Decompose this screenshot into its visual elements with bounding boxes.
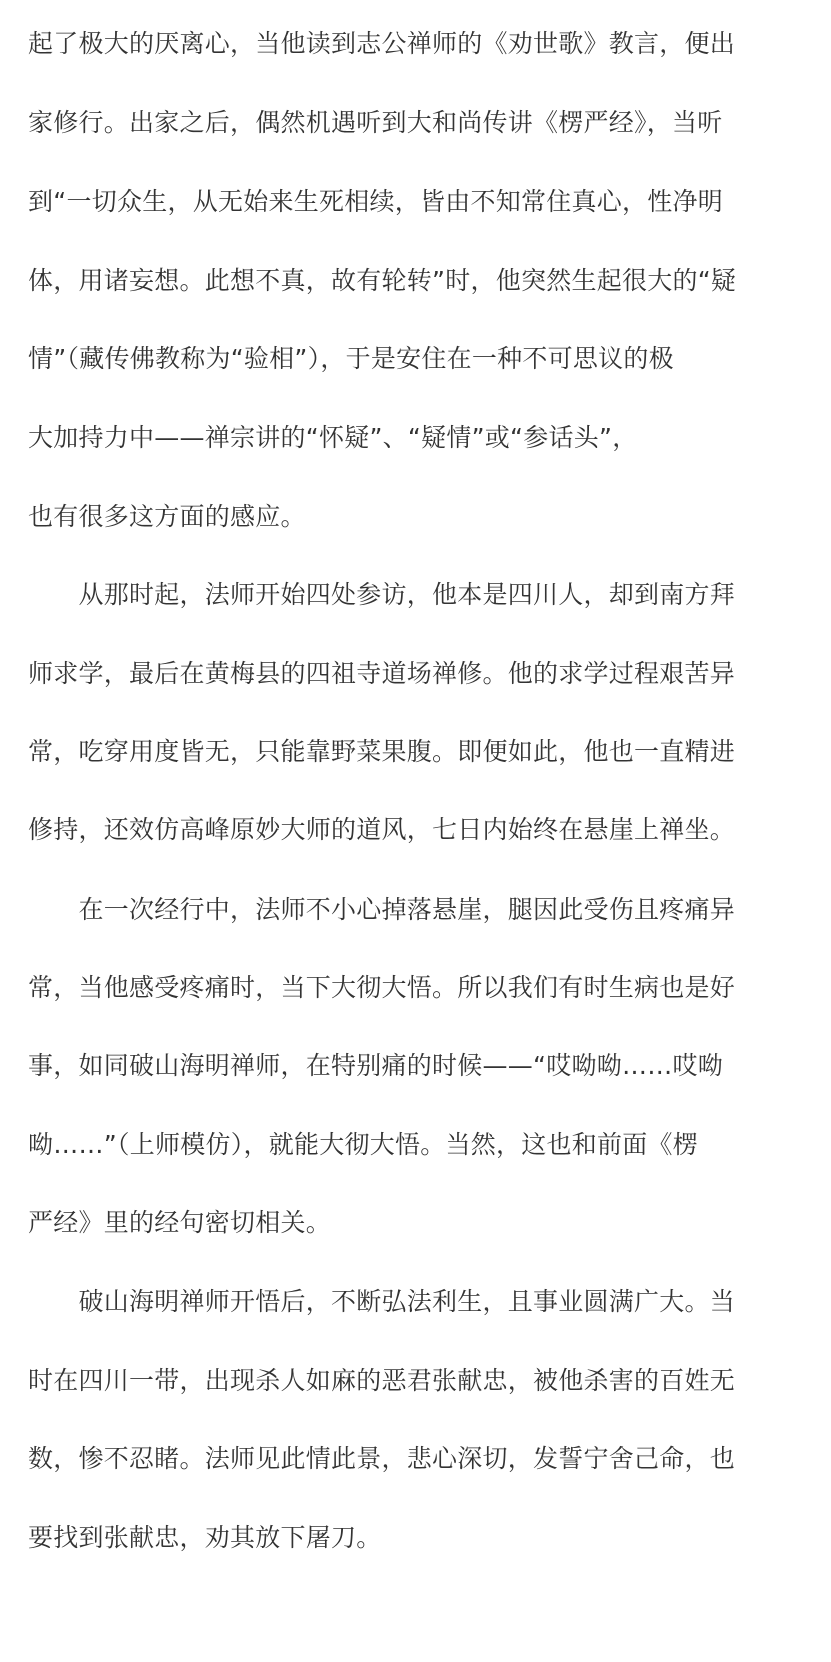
text-line: 起了极大的厌离心，当他读到志公禅师的《劝世歌》教言，便出 [28,29,736,58]
text-line: 从那时起，法师开始四处参访，他本是四川人，却到南方拜 [28,580,736,609]
text-line: 破山海明禅师开悟后，不断弘法利生，且事业圆满广大。当 [28,1287,736,1316]
text-line: 大加持力中——禅宗讲的“怀疑”、“疑情”或“参话头”， [28,423,638,452]
text-line: 事，如同破山海明禅师，在特别痛的时候——“哎呦呦……哎呦 [28,1051,723,1080]
text-line: 也有很多这方面的感应。 [28,502,306,531]
text-line: 严经》里的经句密切相关。 [28,1208,332,1237]
text-line: 师求学，最后在黄梅县的四祖寺道场禅修。他的求学过程艰苦异 [28,659,736,688]
text-line: 要找到张献忠，劝其放下屠刀。 [28,1523,382,1552]
text-line: 呦……”（上师模仿），就能大彻大悟。当然，这也和前面《楞 [28,1130,698,1159]
text-line: 修持，还效仿高峰原妙大师的道风，七日内始终在悬崖上禅坐。 [28,815,736,844]
text-line: 数，惨不忍睹。法师见此情此景，悲心深切，发誓宁舍己命，也 [28,1444,736,1473]
text-line: 情”（藏传佛教称为“验相”），于是安住在一种不可思议的极 [28,344,674,373]
text-line: 在一次经行中，法师不小心掉落悬崖，腿因此受伤且疼痛异 [28,895,736,924]
text-line: 常，吃穿用度皆无，只能靠野菜果腹。即便如此，他也一直精进 [28,737,736,766]
text-line: 常，当他感受疼痛时，当下大彻大悟。所以我们有时生病也是好 [28,973,736,1002]
text-line: 时在四川一带，出现杀人如麻的恶君张献忠，被他杀害的百姓无 [28,1366,736,1395]
text-line: 家修行。出家之后，偶然机遇听到大和尚传讲《楞严经》，当听 [28,108,723,137]
text-line: 体，用诸妄想。此想不真，故有轮转”时，他突然生起很大的“疑 [28,266,737,295]
text-line: 到“一切众生，从无始来生死相续，皆由不知常住真心，性净明 [28,187,723,216]
